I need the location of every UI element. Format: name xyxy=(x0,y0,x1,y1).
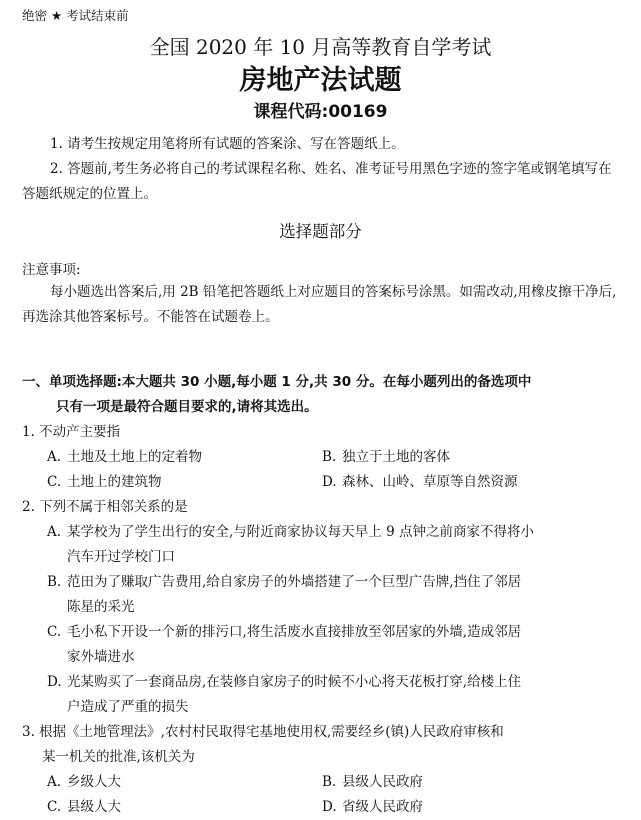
option-text: 土地及土地上的定着物 xyxy=(67,449,202,465)
notice-label: 注意事项: xyxy=(22,262,81,278)
option-text-line2: 户造成了严重的损失 xyxy=(67,699,189,715)
option-letter: D. xyxy=(47,674,62,690)
option-letter: B. xyxy=(322,774,337,790)
part-one-line2: 只有一项是最符合题目要求的,请将其选出。 xyxy=(56,399,318,415)
option-text-line1: 光某购买了一套商品房,在装修自家房子的时候不小心将天花板打穿,给楼上住 xyxy=(67,674,522,690)
instruction-2: 2. 答题前,考生务必将自己的考试课程名称、姓名、准考证号用黑色字迹的签字笔或钢笔填写在答题纸规定的位置上。 xyxy=(22,161,612,202)
part-one-heading xyxy=(22,370,618,420)
question-3-option-c xyxy=(47,795,121,820)
option-letter: B. xyxy=(47,574,62,590)
exam-title: 全国 2020 年 10 月高等教育自学考试 xyxy=(149,35,492,59)
question-2-option-a xyxy=(47,520,587,570)
question-2-option-c xyxy=(47,620,587,670)
question-3-option-b xyxy=(322,770,423,795)
option-letter: A. xyxy=(47,524,62,540)
part-one-line1: 一、单项选择题:本大题共 30 小题,每小题 1 分,共 30 分。在每小题列出的备选项中 xyxy=(22,374,532,390)
question-1-option-b xyxy=(322,445,450,470)
secret-label: 绝密 ★ 考试结束前 xyxy=(22,8,129,23)
question-3-option-a xyxy=(47,770,121,795)
subject-title: 房地产法试题 xyxy=(239,65,402,96)
option-letter: C. xyxy=(47,624,62,640)
notice-text: 每小题选出答案后,用 2B 铅笔把答题纸上对应题目的答案标号涂黑。如需改动,用橡皮擦干净后,再选涂其他答案标号。不能答在试题卷上。 xyxy=(22,284,617,325)
option-letter: A. xyxy=(47,449,62,465)
question-1-option-c xyxy=(47,470,162,495)
option-letter: C. xyxy=(47,474,62,490)
question-3-stem-line1: 3. 根据《土地管理法》,农村村民取得宅基地使用权,需要经乡(镇)人民政府审核和 xyxy=(22,724,504,740)
question-1-option-a xyxy=(47,445,202,470)
question-1-stem: 1. 不动产主要指 xyxy=(22,424,121,440)
option-text: 县级人民政府 xyxy=(342,774,423,790)
option-letter: D. xyxy=(322,799,337,815)
option-text-line2: 陈星的采光 xyxy=(67,599,135,615)
question-3-option-d xyxy=(322,795,423,820)
option-text: 土地上的建筑物 xyxy=(67,474,162,490)
option-text-line1: 某学校为了学生出行的安全,与附近商家协议每天早上 9 点钟之前商家不得将小 xyxy=(67,524,534,540)
option-text: 省级人民政府 xyxy=(342,799,423,815)
course-code: 课程代码:00169 xyxy=(253,102,388,122)
option-text-line1: 范田为了赚取广告费用,给自家房子的外墙搭建了一个巨型广告牌,挡住了邻居 xyxy=(67,574,522,590)
option-letter: B. xyxy=(322,449,337,465)
option-text: 乡级人大 xyxy=(67,774,121,790)
option-text-line2: 汽车开过学校门口 xyxy=(67,549,175,565)
option-letter: C. xyxy=(47,799,62,815)
question-3-stem-line2: 某一机关的批准,该机关为 xyxy=(42,749,195,765)
option-text-line2: 家外墙进水 xyxy=(67,649,135,665)
option-text: 独立于土地的客体 xyxy=(342,449,450,465)
option-text-line1: 毛小私下开设一个新的排污口,将生活废水直接排放至邻居家的外墙,造成邻居 xyxy=(67,624,522,640)
option-text: 森林、山岭、草原等自然资源 xyxy=(342,474,518,490)
question-1-option-d xyxy=(322,470,518,495)
option-letter: A. xyxy=(47,774,62,790)
question-2-option-d xyxy=(47,670,587,720)
question-2-stem: 2. 下列不属于相邻关系的是 xyxy=(22,499,188,515)
option-text: 县级人大 xyxy=(67,799,121,815)
instruction-1: 1. 请考生按规定用笔将所有试题的答案涂、写在答题纸上。 xyxy=(50,136,405,152)
question-2-option-b xyxy=(47,570,587,620)
option-letter: D. xyxy=(322,474,337,490)
question-3-stem xyxy=(22,720,618,770)
section-title: 选择题部分 xyxy=(279,222,362,241)
